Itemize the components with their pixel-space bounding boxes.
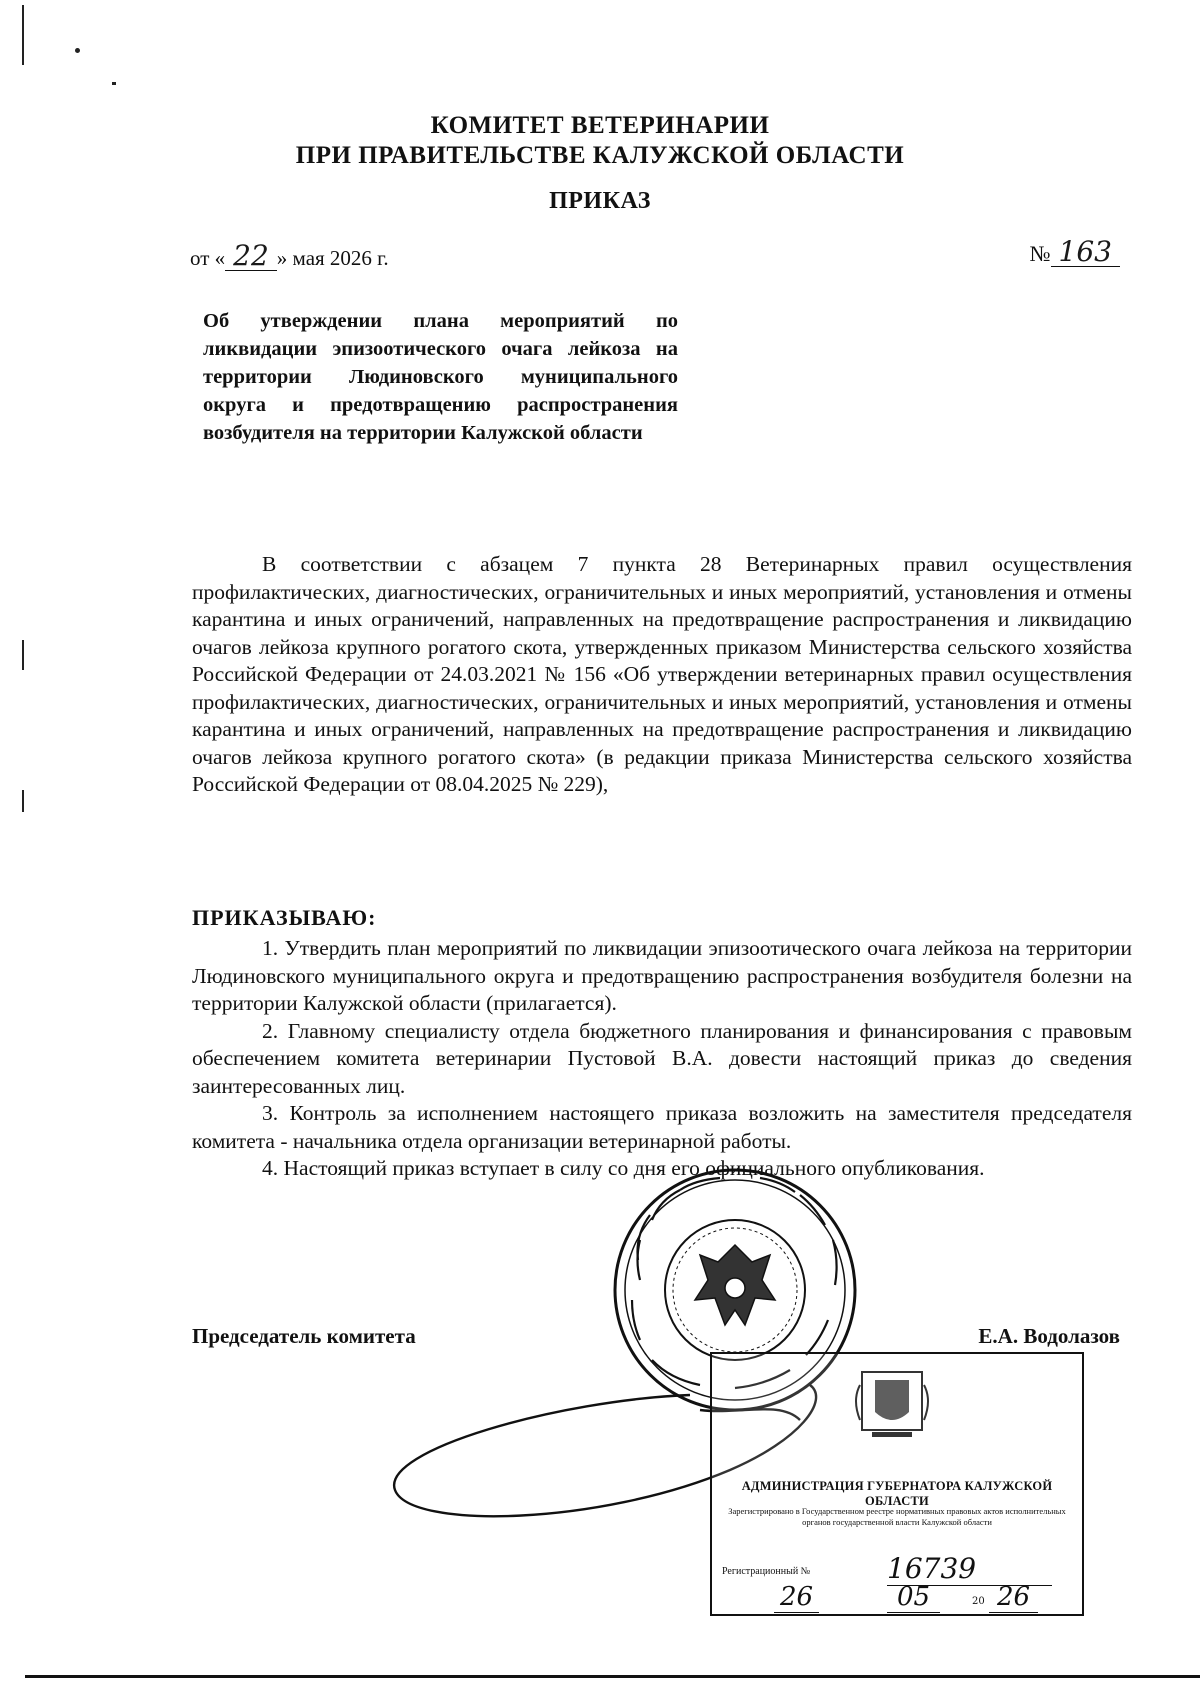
- order-subject: Об утверждении плана мероприятий по ликвидации эпизоотического очага лейкоза на территории Людиновского муниципального округа и предотвращению распространения возбудителя на территории Калужской области: [203, 310, 678, 444]
- order-directive: ПРИКАЗЫВАЮ:: [192, 905, 377, 930]
- signer-name: Е.А. Водолазов: [978, 1324, 1120, 1348]
- preamble-paragraph: В соответствии с абзацем 7 пункта 28 Ветеринарных правил осуществления профилактических, диагностических, ограничительных и иных мероприятий, установления и отмены карантина и иных ограничений, направленных на предотвращение распространения и ликвидацию очагов лейкоза крупного рогатого скота, утвержденных приказом Министерства сельского хозяйства Российской Федерации от 24.03.2021 № 156 «Об утверждении ветеринарных правил осуществления профилактических, диагностических, ограничительных и иных мероприятий, установления и отмены карантина и иных ограничений, направленных на предотвращение распространения и ликвидацию очагов лейкоза крупного рогатого скота» (в редакции приказа Министерства сельского хозяйства Российской Федерации от 08.04.2025 № 229),: [192, 552, 1132, 796]
- registration-year: 26: [989, 1582, 1038, 1613]
- order-item-2: 2. Главному специалисту отдела бюджетного планирования и финансирования с правовым обеспечением комитета ветеринарии Пустовой В.А. довести настоящий приказ до сведения заинтересованных лиц.: [192, 1018, 1132, 1098]
- order-date: [190, 239, 389, 272]
- order-item-3: 3. Контроль за исполнением настоящего приказа возложить на заместителя председателя комитета - начальника отдела организации ветеринарной работы.: [192, 1101, 1132, 1153]
- scan-margin-line: [22, 5, 24, 65]
- registration-day: 26: [774, 1582, 819, 1613]
- registration-stamp-note: Зарегистрировано в Государственном реестре нормативных правовых актов исполнительных органов государственной власти Калужской области: [728, 1506, 1066, 1527]
- scan-dot: [112, 82, 116, 85]
- number-prefix: №: [1029, 241, 1051, 266]
- number-handwritten: 163: [1051, 238, 1120, 267]
- registration-month: 05: [887, 1582, 940, 1613]
- order-item-1: 1. Утвердить план мероприятий по ликвидации эпизоотического очага лейкоза на территории Людиновского муниципального округа и предотвращению распространения возбудителя болезни на территории Калужской области (прилагается).: [192, 936, 1132, 1015]
- scan-bottom-edge: [25, 1675, 1200, 1678]
- signer-position: Председатель комитета: [192, 1324, 416, 1348]
- scan-margin-line: [22, 640, 24, 670]
- document-type: ПРИКАЗ: [549, 188, 651, 214]
- org-name-line-1: КОМИТЕТ ВЕТЕРИНАРИИ: [430, 112, 770, 139]
- registration-stamp: [710, 1352, 1084, 1616]
- date-prefix: от «: [190, 246, 226, 270]
- order-number: [1029, 235, 1120, 268]
- org-name-line-2: ПРИ ПРАВИТЕЛЬСТВЕ КАЛУЖСКОЙ ОБЛАСТИ: [295, 142, 905, 169]
- date-month-year: » мая 2026 г.: [276, 246, 389, 270]
- registration-year-prefix: 20: [972, 1596, 985, 1607]
- order-items: [192, 935, 1132, 1183]
- date-day-handwritten: 22: [225, 242, 277, 271]
- scan-margin-line: [22, 790, 24, 812]
- registration-number-handwritten: 16739: [887, 1552, 1052, 1586]
- preamble-block: [192, 551, 1132, 799]
- order-item-4: 4. Настоящий приказ вступает в силу со дня его официального опубликования.: [262, 1156, 985, 1180]
- registration-number-label: Регистрационный №: [722, 1566, 811, 1577]
- registration-stamp-title: АДМИНИСТРАЦИЯ ГУБЕРНАТОРА КАЛУЖСКОЙ ОБЛАСТИ: [741, 1479, 1053, 1508]
- scan-dot: [75, 48, 80, 53]
